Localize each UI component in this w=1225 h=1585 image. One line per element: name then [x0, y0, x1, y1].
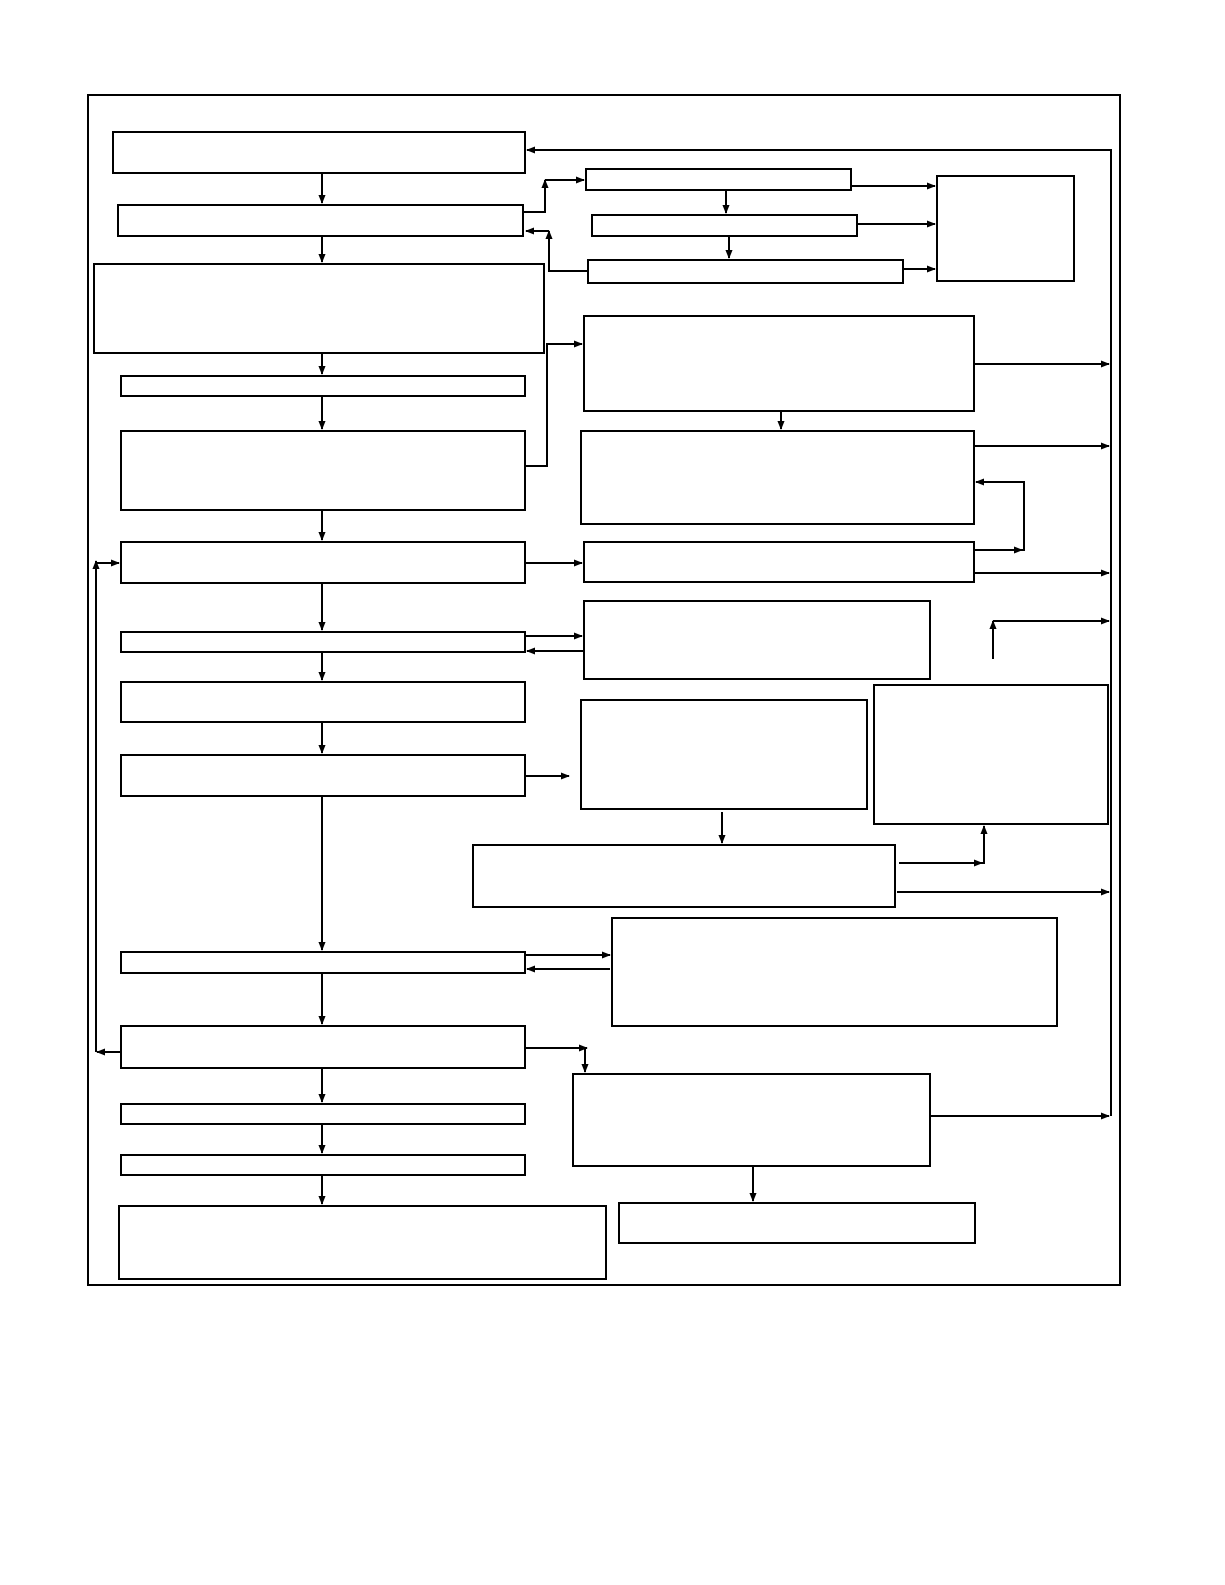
node-r9 [581, 700, 867, 809]
node-r14 [619, 1203, 975, 1243]
node-n2 [118, 205, 523, 236]
arrow-n11-r13 [526, 1048, 585, 1072]
arrow-r11-r10 [899, 826, 984, 863]
node-n9 [121, 755, 525, 796]
node-n1 [113, 132, 525, 173]
arrow-r3-n2 [549, 231, 588, 271]
node-r3 [588, 260, 903, 283]
node-n12 [121, 1104, 525, 1124]
node-n4 [121, 376, 525, 396]
node-r2 [592, 215, 857, 236]
node-r1 [586, 169, 851, 190]
node-r13 [573, 1074, 930, 1166]
arrow-n5-r5 [525, 344, 582, 466]
node-r12 [612, 918, 1057, 1026]
arrow-left-return-n6 [96, 563, 119, 1052]
node-n8 [121, 682, 525, 722]
node-n14 [119, 1206, 606, 1279]
node-n3 [94, 264, 544, 353]
arrow-n2-r1 [523, 180, 545, 212]
node-r7 [584, 542, 974, 582]
node-n11 [121, 1026, 525, 1068]
node-n13 [121, 1155, 525, 1175]
node-n5 [121, 431, 525, 510]
node-r11 [473, 845, 895, 907]
node-r5 [584, 316, 974, 411]
node-r10 [874, 685, 1108, 824]
node-r6 [581, 431, 974, 524]
node-n7 [121, 632, 525, 652]
node-r8 [584, 601, 930, 679]
arrow-r7-r6-loop [975, 482, 1024, 550]
node-n10 [121, 952, 525, 973]
node-r4 [937, 176, 1074, 281]
node-n6 [121, 542, 525, 583]
